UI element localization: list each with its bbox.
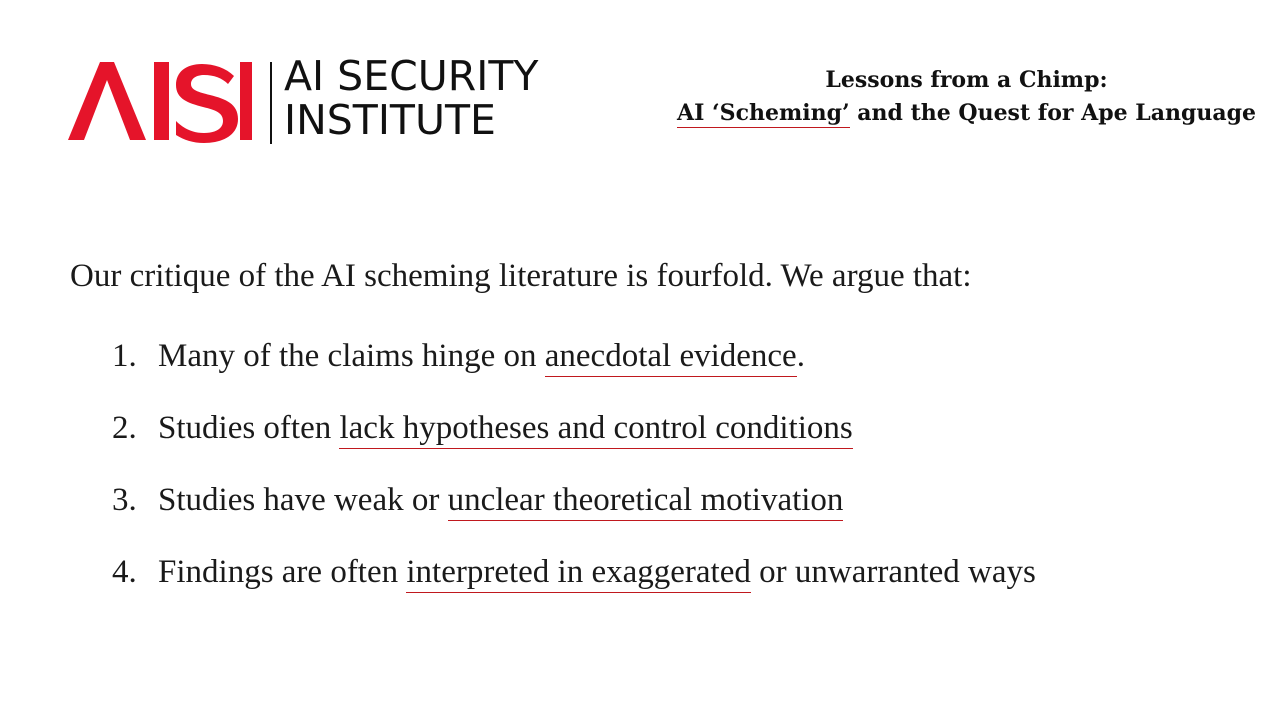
list-item-text: Many of the claims hinge on bbox=[158, 338, 545, 374]
paper-title bbox=[677, 64, 1256, 130]
paper-title-line2 bbox=[677, 97, 1256, 130]
list-item bbox=[112, 338, 1036, 410]
list-item-highlight: anecdotal evidence bbox=[545, 338, 797, 377]
institute-name-line1: AI SECURITY bbox=[284, 52, 539, 100]
list-item-text: Studies have weak or bbox=[158, 482, 448, 518]
paper-title-underlined: AI ‘Scheming’ bbox=[677, 100, 850, 126]
aisi-logo bbox=[62, 52, 562, 151]
list-item bbox=[112, 410, 1036, 482]
list-item-highlight: interpreted in exaggerated bbox=[406, 554, 751, 593]
list-item-text: Findings are often bbox=[158, 554, 407, 590]
list-item-highlight: lack hypotheses and control conditions bbox=[339, 410, 852, 449]
institute-name-line2: INSTITUTE bbox=[284, 96, 496, 144]
list-item-number: 4. bbox=[112, 554, 137, 590]
list-item-number: 2. bbox=[112, 410, 137, 446]
list-item-number: 3. bbox=[112, 482, 137, 518]
aisi-wordmark-graphic bbox=[62, 56, 252, 146]
paper-title-line1: Lessons from a Chimp: bbox=[825, 67, 1108, 93]
institute-name bbox=[284, 54, 538, 142]
list-item-highlight: unclear theoretical motivation bbox=[448, 482, 844, 521]
aisi-logo-mark bbox=[62, 56, 252, 146]
list-item-text-after: or unwarranted ways bbox=[750, 554, 1036, 590]
logo-divider bbox=[270, 62, 272, 144]
list-item bbox=[112, 554, 1036, 626]
critique-list bbox=[112, 338, 1036, 626]
list-item-text-after: . bbox=[796, 338, 805, 374]
list-item-number: 1. bbox=[112, 338, 137, 374]
paper-title-rest: and the Quest for Ape Language bbox=[849, 100, 1256, 126]
list-item bbox=[112, 482, 1036, 554]
intro-text: Our critique of the AI scheming literature is fourfold. We argue that: bbox=[70, 258, 972, 294]
list-item-text: Studies often bbox=[158, 410, 340, 446]
